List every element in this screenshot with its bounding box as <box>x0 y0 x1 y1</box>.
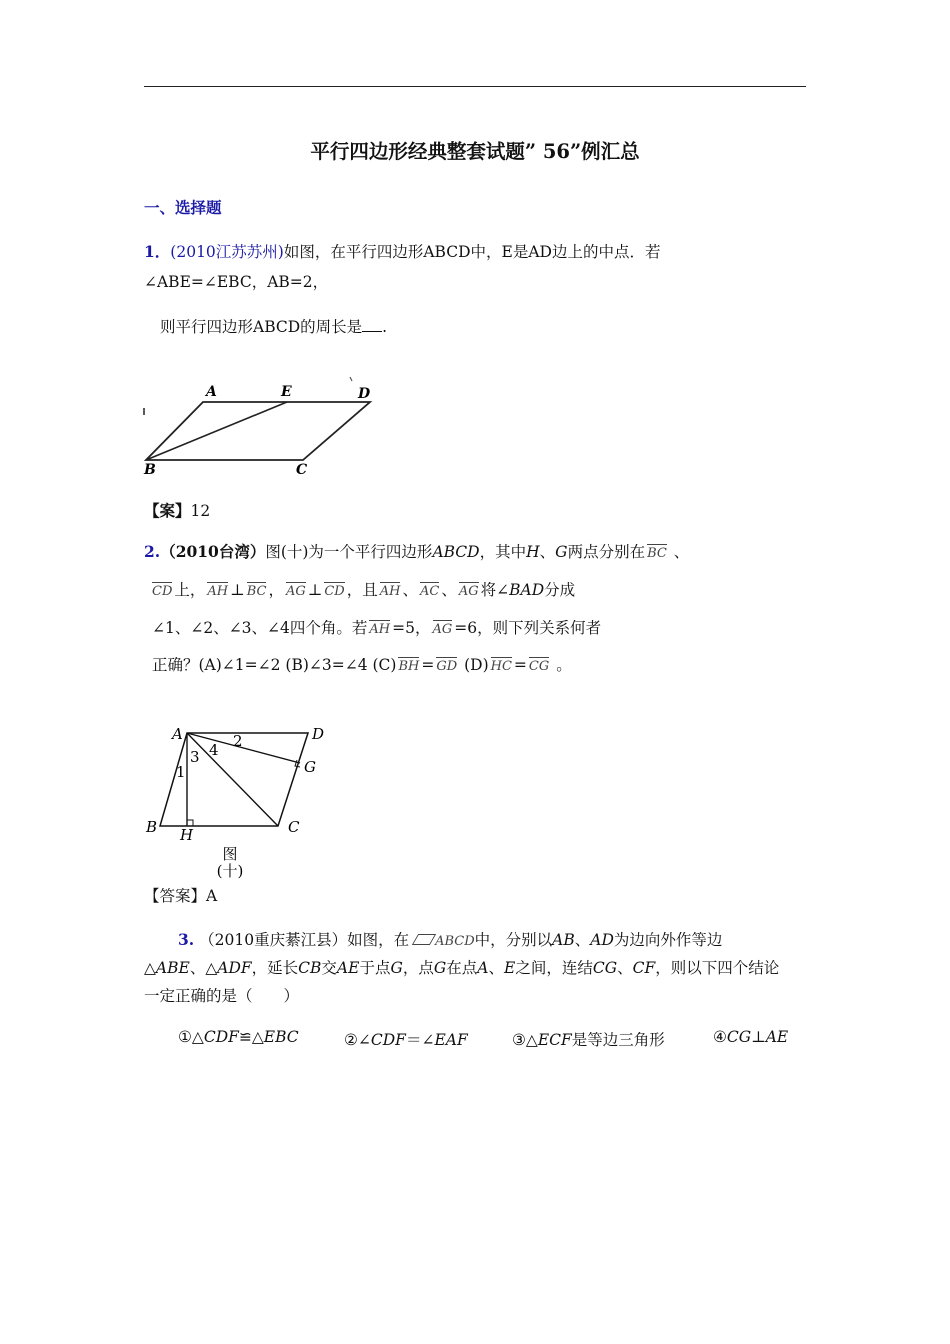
q2-text: 将∠ <box>480 581 510 599</box>
q3-text: ，延长 <box>251 959 299 977</box>
q2-caption-2: (十) <box>216 862 244 880</box>
q2-label-angle-3: 3 <box>190 748 200 766</box>
q3-cg: CG <box>592 959 618 977</box>
q3-text: ⊥ <box>751 1028 766 1046</box>
q3-text: ③△ <box>512 1031 538 1049</box>
q2-segment-ah: AH <box>369 622 391 637</box>
q2-text: ， <box>268 581 284 599</box>
q3-option-2 <box>344 1028 468 1050</box>
q1-label-a: A <box>206 384 217 400</box>
q3-g: G <box>433 959 447 977</box>
q2-label-a: A <box>172 725 183 743</box>
q1-source: (2010江苏苏州) <box>170 243 284 261</box>
q1-answer-value: 12 <box>190 502 211 520</box>
q3-ae: AE <box>765 1028 789 1046</box>
q2-text: ，且 <box>346 581 378 599</box>
q1-answer-blank <box>362 317 382 332</box>
q1-line-3 <box>160 315 387 337</box>
q3-text: 在点 <box>446 959 478 977</box>
parallelogram-icon <box>412 934 436 945</box>
q2-answer-value: A <box>206 887 218 905</box>
q1-line-2: ∠ABE=∠EBC，AB=2， <box>144 273 329 291</box>
q2-segment-gd: GD <box>436 659 458 674</box>
q2-perp: ⊥ <box>307 581 323 599</box>
q2-h: H <box>526 543 540 561</box>
q3-abe: ABE <box>155 959 190 977</box>
q3-cg: CG <box>726 1028 752 1046</box>
q2-text: 正确？(A)∠1=∠2 (B)∠3=∠4 (C) <box>152 656 397 674</box>
q2-segment-bc: BC <box>246 584 267 599</box>
q3-cdf: CDF <box>370 1031 406 1049</box>
q3-option-4 <box>713 1028 788 1046</box>
q1-parallelogram <box>146 402 370 460</box>
q3-a: A <box>477 959 489 977</box>
q2-text: 上， <box>174 581 206 599</box>
q2-text: (D) <box>464 656 489 674</box>
q3-text: 、 <box>488 959 504 977</box>
q2-bad: BAD <box>509 581 545 599</box>
q1-text-a: 如图，在平行四边形ABCD中，E是AD边上的中点．若 <box>283 243 661 261</box>
q1-label-c: C <box>296 462 308 478</box>
q3-text: （2010重庆綦江县）如图，在 <box>199 931 410 949</box>
q2-segment-bh: BH <box>398 659 420 674</box>
q2-segment-ag <box>187 733 300 763</box>
q2-segment-bc: BC <box>647 546 667 561</box>
q3-abcd: ABCD <box>435 934 475 949</box>
q2-eq: = <box>513 656 527 674</box>
q2-label-angle-4: 4 <box>209 741 219 759</box>
q1-segment-be <box>146 402 287 460</box>
q2-label-angle-1: 1 <box>176 763 186 781</box>
q2-perp: ⊥ <box>230 581 245 599</box>
q1-line-1 <box>144 240 660 262</box>
q1-figure <box>140 374 390 486</box>
q2-text: 图(十)为一个平行四边形 <box>265 543 433 561</box>
q1-label-d: D <box>358 386 371 402</box>
q2-segment-ag: AG <box>432 622 453 637</box>
q2-text: =6，则下列关系何者 <box>454 619 602 637</box>
q3-text: ＝∠ <box>405 1031 435 1049</box>
q3-text: 于点 <box>359 959 391 977</box>
q3-cdf: CDF <box>203 1028 239 1046</box>
q2-text: ∠1、∠2、∠3、∠4四个角。若 <box>152 619 368 637</box>
q2-label-angle-2: 2 <box>233 732 243 750</box>
q2-line-1 <box>144 540 689 562</box>
q3-text: ，点 <box>402 959 434 977</box>
q3-option-3 <box>512 1028 665 1050</box>
q1-period: . <box>382 318 388 336</box>
q2-segment-ag: AG <box>285 584 306 599</box>
q3-cb: CB <box>298 959 322 977</box>
q2-label-b: B <box>146 818 158 836</box>
q2-segment-ah: AH <box>379 584 401 599</box>
q3-option-1 <box>178 1028 299 1046</box>
q3-eaf: EAF <box>434 1031 468 1049</box>
q1-number: 1． <box>144 242 171 261</box>
section-heading: 一、选择题 <box>144 198 222 217</box>
q2-segment-ag: AG <box>458 584 479 599</box>
header-rule <box>144 86 806 87</box>
q3-line-1 <box>178 928 722 950</box>
q2-label-c: C <box>288 818 300 836</box>
q3-e: E <box>503 959 516 977</box>
q2-text: 、 <box>668 543 690 561</box>
q2-label-g: G <box>304 758 316 776</box>
q2-segment-cd: CD <box>324 584 345 599</box>
q3-text: 、△ <box>189 959 218 977</box>
q2-segment-ah: AH <box>207 584 229 599</box>
q1-text-c: 则平行四边形ABCD的周长是 <box>160 318 363 336</box>
q2-text: 、 <box>539 543 556 561</box>
q2-line-4 <box>152 653 572 675</box>
q3-ad: AD <box>590 931 614 949</box>
q1-label-e: E <box>281 384 292 400</box>
q3-text: 、 <box>617 959 633 977</box>
q2-g: G <box>555 543 568 561</box>
q2-answer-label: 【答案】 <box>144 887 207 905</box>
q1-label-b: B <box>144 462 156 478</box>
q2-text: =5， <box>392 619 431 637</box>
q3-text: ①△ <box>178 1028 204 1046</box>
q2-segment-hc: HC <box>490 659 512 674</box>
q3-text: 中，分别以 <box>474 931 553 949</box>
q3-number: 3. <box>178 930 195 949</box>
q2-abcd: ABCD <box>432 543 480 561</box>
q3-text: ≌△ <box>238 1028 264 1046</box>
q2-text: 两点分别在 <box>567 543 646 561</box>
q2-label-h: H <box>180 826 194 844</box>
q3-text: 是等边三角形 <box>571 1031 665 1049</box>
q2-segment-cd: CD <box>152 584 173 599</box>
q3-text: ②∠ <box>344 1031 371 1049</box>
q3-text: 之间，连结 <box>515 959 593 977</box>
q3-ecf: ECF <box>537 1031 572 1049</box>
q2-text: 分成 <box>544 581 576 599</box>
page-title: 平行四边形经典整套试题” 56”例汇总 <box>310 140 640 163</box>
q2-eq: = <box>421 656 435 674</box>
q3-text: 交 <box>321 959 337 977</box>
q2-text: 。 <box>556 656 572 674</box>
q2-segment-ac: AC <box>419 584 440 599</box>
q3-text: 为边向外作等边 <box>613 931 723 949</box>
q2-line-3 <box>152 616 601 638</box>
q2-line-2 <box>152 578 575 600</box>
q2-answer <box>144 884 217 906</box>
q3-adf: ADF <box>217 959 252 977</box>
q3-g: G <box>390 959 403 977</box>
q2-text: 、 <box>402 581 418 599</box>
q2-segment-cg: CG <box>528 659 550 674</box>
q2-source: （2010台湾） <box>160 542 266 561</box>
q3-text: △ <box>144 959 156 977</box>
q3-cf: CF <box>632 959 656 977</box>
q3-text: 、 <box>574 931 591 949</box>
q2-text: 、 <box>441 581 457 599</box>
q3-text: ④ <box>713 1028 727 1046</box>
q3-text: ，则以下四个结论 <box>655 959 780 977</box>
q2-text: ，其中 <box>479 543 527 561</box>
q3-ab: AB <box>552 931 575 949</box>
q2-caption-1: 图 <box>222 845 238 863</box>
q3-ae: AE <box>336 959 360 977</box>
q1-answer <box>144 499 210 521</box>
q2-figure <box>140 720 340 880</box>
q2-label-d: D <box>312 725 325 743</box>
q3-ebc: EBC <box>263 1028 299 1046</box>
q2-number: 2. <box>144 542 161 561</box>
q1-answer-label: 【案】 <box>144 501 191 520</box>
q1-scan-mark <box>350 377 352 381</box>
q3-line-3: 一定正确的是（ ） <box>144 987 300 1005</box>
q3-line-2 <box>144 956 779 978</box>
